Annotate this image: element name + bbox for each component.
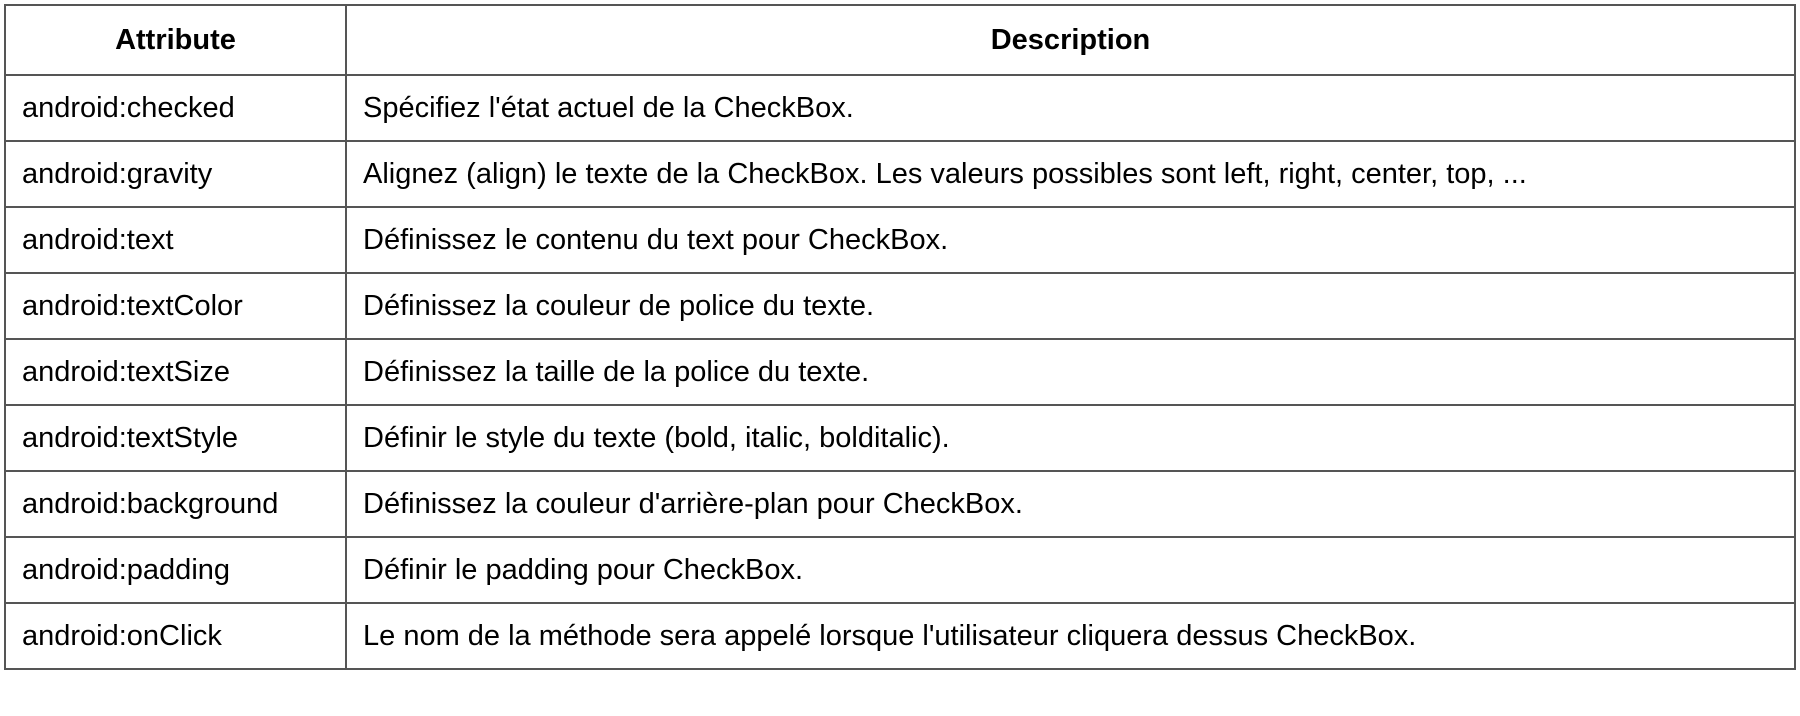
attribute-cell: android:text <box>5 207 346 273</box>
attribute-cell: android:padding <box>5 537 346 603</box>
table-row <box>5 405 1795 471</box>
attribute-cell: android:checked <box>5 75 346 141</box>
description-cell: Définissez la taille de la police du texte. <box>346 339 1795 405</box>
description-cell: Définissez la couleur de police du texte. <box>346 273 1795 339</box>
attribute-cell: android:textSize <box>5 339 346 405</box>
description-cell: Définissez la couleur d'arrière-plan pour CheckBox. <box>346 471 1795 537</box>
attribute-table-container <box>4 4 1796 670</box>
table-row <box>5 75 1795 141</box>
attribute-cell: android:background <box>5 471 346 537</box>
table-row <box>5 603 1795 669</box>
description-cell: Le nom de la méthode sera appelé lorsque l'utilisateur cliquera dessus CheckBox. <box>346 603 1795 669</box>
attribute-table <box>4 4 1796 670</box>
table-header-row <box>5 5 1795 75</box>
table-row <box>5 207 1795 273</box>
attribute-cell: android:textColor <box>5 273 346 339</box>
attribute-cell: android:onClick <box>5 603 346 669</box>
column-header-attribute: Attribute <box>5 5 346 75</box>
table-row <box>5 273 1795 339</box>
description-cell: Définir le padding pour CheckBox. <box>346 537 1795 603</box>
column-header-description: Description <box>346 5 1795 75</box>
description-cell: Définir le style du texte (bold, italic, bolditalic). <box>346 405 1795 471</box>
attribute-cell: android:textStyle <box>5 405 346 471</box>
table-row <box>5 339 1795 405</box>
table-row <box>5 141 1795 207</box>
description-cell: Alignez (align) le texte de la CheckBox. Les valeurs possibles sont left, right, center, top, ... <box>346 141 1795 207</box>
table-row <box>5 537 1795 603</box>
description-cell: Définissez le contenu du text pour CheckBox. <box>346 207 1795 273</box>
table-row <box>5 471 1795 537</box>
description-cell: Spécifiez l'état actuel de la CheckBox. <box>346 75 1795 141</box>
attribute-cell: android:gravity <box>5 141 346 207</box>
